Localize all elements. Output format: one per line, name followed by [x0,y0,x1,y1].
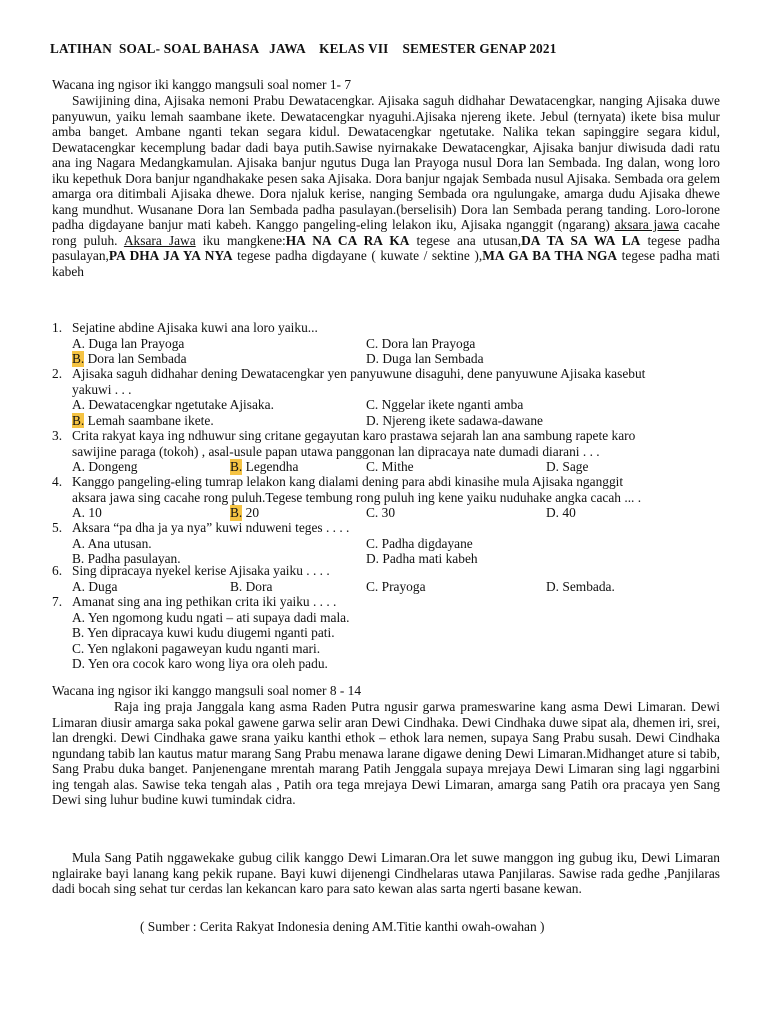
question-3-text: Crita rakyat kaya ing ndhuwur sing critane gegayutan karo prastawa sejarah lan ana sambung rapete karo [72,428,636,443]
q4-option-a[interactable]: A. 10 [72,505,102,520]
question-4-text: Kanggo pangeling-eling tumrap lelakon kang dialami dening para abdi kinasihe mula Ajisaka nganggit [72,474,624,489]
q6-option-b[interactable]: B. Dora [230,578,273,594]
q7-option-c[interactable]: C. Yen nglakoni pagaweyan kudu nganti mari. [72,640,321,656]
document-title: LATIHAN SOAL- SOAL BAHASA JAWA KELAS VII SEMESTER GENAP 2021 [50,41,557,56]
question-6-text: Sing dipracaya nyekel kerise Ajisaka yaiku . . . . [72,563,330,578]
question-3: 3. Crita rakyat kaya ing ndhuwur sing critane gegayutan karo prastawa sejarah lan ana sambung rapete karo sawijine paraga (tokoh) , asal-usule papan utawa panggonan lan dipracaya nate dumadi diarani . . . A. Dongeng B. Legendha C. Mithe D. Sage [52,428,636,474]
q7-option-b[interactable]: B. Yen dipracaya kuwi kudu diugemi nganti pati. [72,625,335,640]
q4-option-b[interactable]: B. 20 [230,505,260,520]
q3-option-a[interactable]: A. Dongeng [72,459,138,474]
answer-highlight: B. [230,459,243,474]
question-5-text: Aksara “pa dha ja ya nya” kuwi nduweni teges . . . . [72,520,350,535]
question-1: 1. Sejatine abdine Ajisaka kuwi ana loro yaiku... A. Duga lan Prayoga C. Dora lan Prayoga B. Dora lan Sembada D. Duga lan Sembada [52,320,484,366]
q5-option-b[interactable]: B. Padha pasulayan. [72,551,181,566]
q1-option-d[interactable]: D. Duga lan Sembada [366,351,484,366]
q6-option-d[interactable]: D. Sembada. [546,578,615,594]
question-7-text: Amanat sing ana ing pethikan crita iki yaiku . . . . [72,594,337,609]
passage-ajisaka: Sawijining dina, Ajisaka nemoni Prabu Dewatacengkar. Ajisaka saguh didhahar Dewatacengkar, nanging Ajisaka duwe panyuwun, yaiku lemah saambane ikete. Dewatacengkar nyaguhi.Ajisaka njereng ikete. Jebul (ternyata) ikete bisa mulur amba banget. Ambane nganti tekan segara kidul. Dewatacengkar ngetutake. Nalika tekan sapinggire segara kidul, Dewatacengkar kecemplung badar dadi baya putih.Sawise nyirnakake Dewatacengkar, Ajisaka banjur diwisuda dadi ratu ana ing Nagara Medangkamulan. Ajisaka banjur ngutus Duga lan Prayoga nusul Dora lan Sembada. Ing dalan, wong loro iku kepethuk Dora banjur ngandhakake pesen saka Ajisaka. Dora banjur ngajak Sembada nusul Ajisaka. Sembada ora gelem amarga ora ditimbali Ajisaka dhewe. Dora njaluk kerise, nanging Sembada ora ngulungake, amarga dudu Ajisaka dhewe kang mundhut. Wusanane Dora lan Sembada padha pasulayan.(berselisih) Dora lan Sembada perang tanding. Loro-lorone padha digdayane banjur mati kabeh. Kanggo pangeling-eling lelakon iku, Ajisaka nganggit (ngarang) aksara jawa cacahe rong puluh. Aksara Jawa iku mangkene:HA NA CA RA KA tegese ana utusan,DA TA SA WA LA tegese padha pasulayan,PA DHA JA YA NYA tegese padha digdayane ( kuwate / sektine ),MA GA BA THA NGA tegese padha mati kabeh [52,93,721,279]
source-citation: ( Sumber : Cerita Rakyat Indonesia dening AM.Titie kanthi owah-owahan ) [140,919,545,934]
q6-option-a[interactable]: A. Duga [72,578,118,594]
q7-option-a[interactable]: A. Yen ngomong kudu ngati – ati supaya dadi mala. [72,609,350,625]
q5-option-d[interactable]: D. Padha mati kabeh [366,551,478,566]
question-5: 5. Aksara “pa dha ja ya nya” kuwi nduweni teges . . . . A. Ana utusan. C. Padha digdayane B. Padha pasulayan. D. Padha mati kabeh [52,520,478,566]
q5-option-c[interactable]: C. Padha digdayane [366,535,473,551]
answer-highlight: B. [72,412,85,428]
q1-option-b[interactable]: B. Dora lan Sembada [72,351,187,366]
question-6: 6. Sing dipracaya nyekel kerise Ajisaka yaiku . . . . A. Duga B. Dora C. Prayoga D. Sembada. [52,563,615,594]
passage-limaran-1: Raja ing praja Janggala kang asma Raden Putra ngusir garwa prameswarine kang asma Dewi Limaran. Dewi Limaran diusir amarga saka pokal gawene garwa selir aran Dewi Cindhaka. Dewi Cindhaka duwe sipat ala, dhemen iri, srei, lan drengki. Dewi Cindhaka gawe srana yaiku kanthi ethok – ethok lara nemen, supaya Sang Prabu susah. Dewi Cindhaka ngundang tabib lan kautus matur marang Sang Prabu menawa larane digawe dening Dewi Limaran.Midhanget ature si tabib, Sang Prabu duka banget. Panjenengane mrentah marang Patih Jenggala supaya mrejaya Dewi Limaran sing lagi nggarbini ing tengah alas. Sawise teka tengah alas , Patih ora tega mrejaya Dewi Limaran, amarga sang Patih ora pracaya yen Sang Dewi sing luhur budine kuwi tumindak cidra. [52,699,720,807]
question-4: 4. Kanggo pangeling-eling tumrap lelakon kang dialami dening para abdi kinasihe mula Ajisaka nganggit aksara jawa sing cacahe rong puluh.Tegese tembung rong puluh ing kene yaiku nuduhake angka cacah ... . A. 10 B. 20 C. 30 D. 40 [52,474,642,520]
question-1-text: Sejatine abdine Ajisaka kuwi ana loro yaiku... [72,320,318,335]
q2-option-d[interactable]: D. Njereng ikete sadawa-dawane [366,412,543,428]
q2-option-a[interactable]: A. Dewatacengkar ngetutake Ajisaka. [72,397,274,412]
question-2: 2. Ajisaka saguh didhahar dening Dewatacengkar yen panyuwune disaguhi, dene panyuwune Ajisaka kasebut yakuwi . . . A. Dewatacengkar ngetutake Ajisaka. C. Nggelar ikete nganti amba B. Lemah saambane ikete. D. Njereng ikete sadawa-dawane [52,366,646,428]
answer-highlight: B. [72,351,85,366]
passage-limaran-2: Mula Sang Patih nggawekake gubug cilik kanggo Dewi Limaran.Ora let suwe manggon ing gubug iku, Dewi Limaran nglairake bayi lanang kang pekik rupane. Bayi kuwi dijenengi Cindhelaras utawa Panjilaras. Sawise rada gedhe ,Panjilaras dadi bocah sing sehat tur cerdas lan kekancan karo para sato kewan alas sarta ngerti basane kewan. [52,850,720,896]
q1-option-a[interactable]: A. Duga lan Prayoga [72,335,185,351]
question-2-text: Ajisaka saguh didhahar dening Dewatacengkar yen panyuwune disaguhi, dene panyuwune Ajisaka kasebut [72,366,646,381]
answer-highlight: B. [230,505,243,520]
section2-intro: Wacana ing ngisor iki kanggo mangsuli soal nomer 8 - 14 [52,683,362,698]
q6-option-c[interactable]: C. Prayoga [366,578,426,594]
q1-option-c[interactable]: C. Dora lan Prayoga [366,335,476,351]
q4-option-c[interactable]: C. 30 [366,505,396,520]
section1-intro: Wacana ing ngisor iki kanggo mangsuli soal nomer 1- 7 [52,77,352,92]
q7-option-d[interactable]: D. Yen ora cocok karo wong liya ora oleh padu. [72,656,328,671]
q3-option-b[interactable]: B. Legendha [230,459,299,474]
q5-option-a[interactable]: A. Ana utusan. [72,535,152,551]
q2-option-c[interactable]: C. Nggelar ikete nganti amba [366,397,524,412]
q3-option-c[interactable]: C. Mithe [366,459,414,474]
question-7: 7. Amanat sing ana ing pethikan crita iki yaiku . . . . A. Yen ngomong kudu ngati – ati supaya dadi mala. B. Yen dipracaya kuwi kudu diugemi nganti pati. C. Yen nglakoni pagaweyan kudu nganti mari. D. Yen ora cocok karo wong liya ora oleh padu. [52,594,732,672]
q4-option-d[interactable]: D. 40 [546,505,576,520]
q2-option-b[interactable]: B. Lemah saambane ikete. [72,412,214,428]
q3-option-d[interactable]: D. Sage [546,459,589,474]
